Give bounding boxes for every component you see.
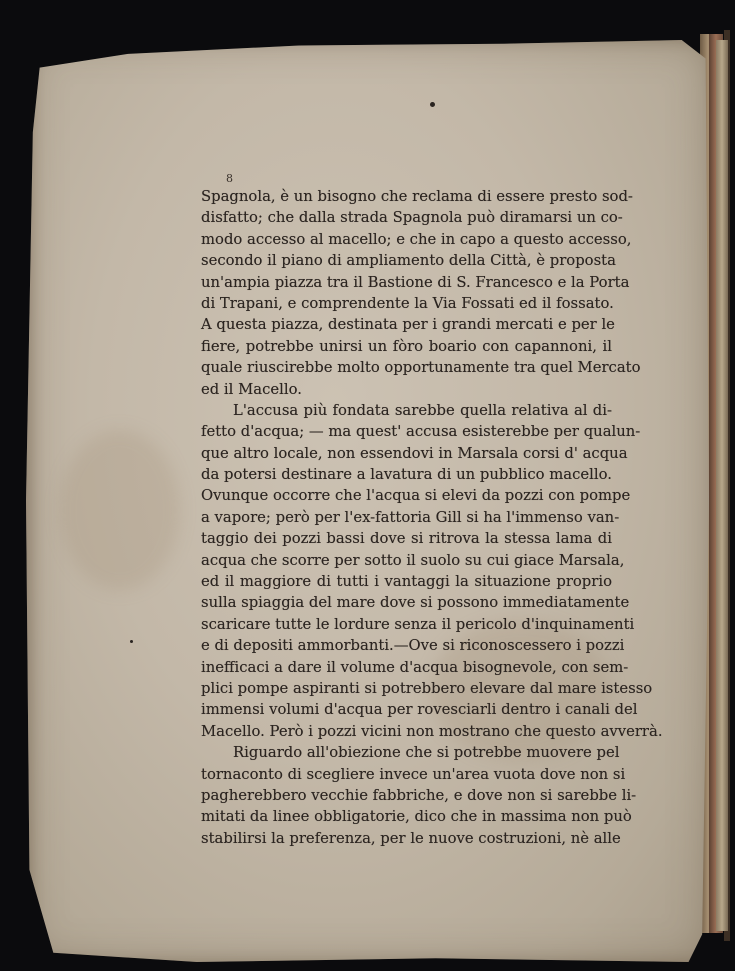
text-line: di Trapani, e comprendente la Via Fossati ed il fossato. [201, 294, 614, 312]
ink-speck [430, 102, 435, 107]
text-line: modo accesso al macello; e che in capo a questo accesso, [201, 230, 632, 248]
text-line: e di depositi ammorbanti.—Ove si riconoscessero i pozzi [201, 637, 625, 655]
text-line: A questa piazza, destinata per i grandi mercati e per le [201, 316, 615, 334]
text-line: Macello. Però i pozzi vicini non mostrano che questo avverrà. [201, 722, 663, 740]
text-line: fiere, potrebbe unirsi un fòro boario con capannoni, il [201, 337, 612, 355]
text-line: da potersi destinare a lavatura di un pubblico macello. [201, 466, 612, 484]
text-line: L'accusa più fondata sarebbe quella relativa al di- [233, 401, 612, 419]
page-number: 8 [226, 172, 233, 185]
text-line: immensi volumi d'acqua per rovesciarli dentro i canali del [201, 701, 638, 719]
text-line: pagherebbero vecchie fabbriche, e dove non si sarebbe li- [201, 786, 637, 804]
text-line: stabilirsi la preferenza, per le nuove costruzioni, nè alle [201, 829, 621, 847]
text-line: secondo il piano di ampliamento della Città, è proposta [201, 252, 616, 270]
text-line: ed il Macello. [201, 380, 302, 398]
text-line: inefficaci a dare il volume d'acqua bisognevole, con sem- [201, 658, 629, 676]
ink-speck [130, 640, 133, 643]
text-line: fetto d'acqua; — ma quest' accusa esisterebbe per qualun- [201, 423, 641, 441]
text-line: disfatto; che dalla strada Spagnola può diramarsi un co- [201, 209, 623, 227]
text-line: Riguardo all'obiezione che si potrebbe muovere pel [233, 744, 620, 762]
page-stack-edge-outer [716, 40, 728, 931]
text-line: que altro locale, non essendovi in Marsala corsi d' acqua [201, 444, 628, 462]
text-line: ed il maggiore di tutti i vantaggi la situazione proprio [201, 573, 612, 591]
text-line: Spagnola, è un bisogno che reclama di essere presto sod- [201, 188, 633, 205]
text-line: un'ampia piazza tra il Bastione di S. Francesco e la Porta [201, 273, 630, 291]
text-line: Ovunque occorre che l'acqua si elevi da pozzi con pompe [201, 487, 631, 505]
text-line: mitati da linee obbligatorie, dico che in massima non può [201, 808, 632, 826]
text-line: sulla spiaggia del mare dove si possono immediatamente [201, 594, 630, 612]
text-line: plici pompe aspiranti si potrebbero elevare dal mare istesso [201, 679, 653, 697]
text-line: tornaconto di scegliere invece un'area vuota dove non si [201, 765, 626, 783]
text-line: acqua che scorre per sotto il suolo su cui giace Marsala, [201, 551, 625, 569]
body-text [201, 186, 663, 849]
text-line: a vapore; però per l'ex-fattoria Gill si ha l'immenso van- [201, 508, 620, 526]
text-line: quale riuscirebbe molto opportunamente tra quel Mercato [201, 359, 641, 377]
text-line: scaricare tutte le lordure senza il pericolo d'inquinamenti [201, 615, 635, 633]
paper-stain [60, 430, 180, 590]
text-line: taggio dei pozzi bassi dove si ritrova la stessa lama di [201, 530, 612, 548]
